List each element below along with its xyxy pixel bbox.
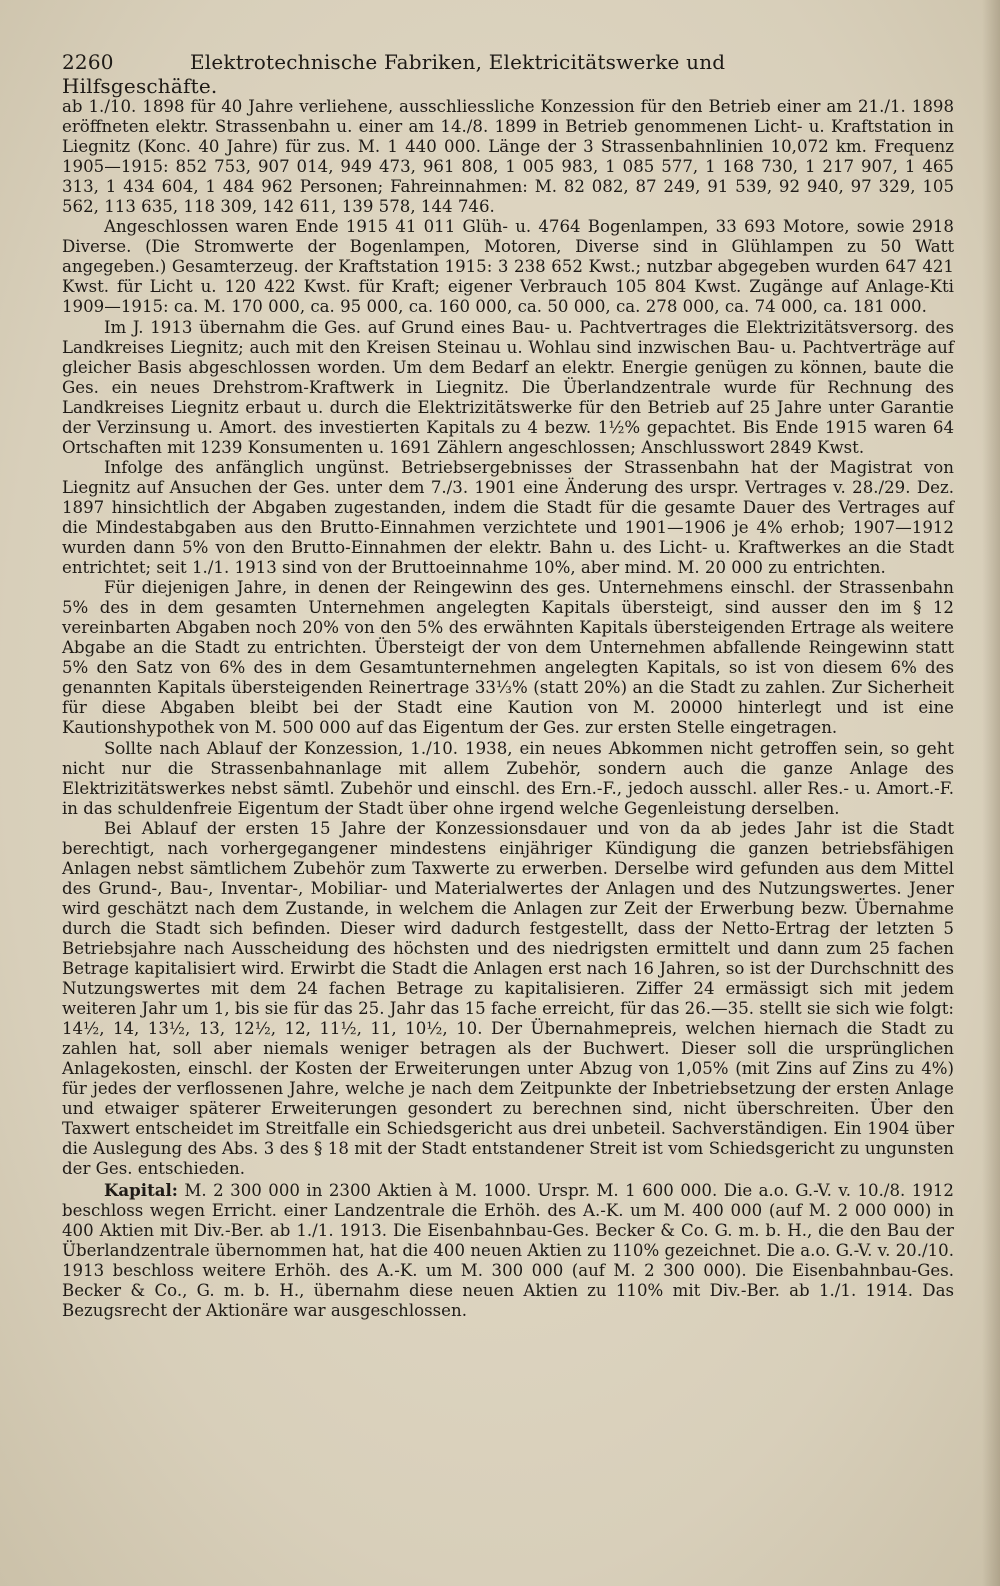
paragraph-fees: Infolge des anfänglich ungünst. Betriebsergebnisses der Strassenbahn hat der Magistrat von Liegnitz auf Ansuchen der Ges. unter dem 7./3. 1901 eine Änderung des urspr. Vertrages v. 28./29. Dez. 1897 hinsichtlich der Abgaben zugestanden, indem die Stadt für die gesamte Dauer des Vertrages auf die Mindestabgaben aus den Brutto-Einnahmen verzichtete und 1901—1906 je 4% erhob; 1907—1912 wurden dann 5% von den Brutto-Einnahmen der elektr. Bahn u. des Licht- u. Kraftwerkes an die Stadt entrichtet; seit 1./1. 1913 sind von der Bruttoeinnahme 10%, aber mind. M. 20 000 zu entrichten.	[62, 457, 954, 578]
page-edge-shadow	[982, 0, 1000, 1586]
page-number: 2260	[62, 50, 114, 74]
body-text	[62, 97, 954, 1321]
kapital-label: Kapital:	[104, 1179, 178, 1200]
paragraph-connections: Angeschlossen waren Ende 1915 41 011 Glüh- u. 4764 Bogenlampen, 33 693 Motore, sowie 2918 Diverse. (Die Stromwerte der Bogenlampen, Motoren, Diverse sind in Glühlampen zu 50 Watt angegeben.) Gesamterzeug. der Kraftstation 1915: 3 238 652 Kwst.; nutzbar abgegeben wurden 647 421 Kwst. für Licht u. 120 422 Kwst. für Kraft; eigener Verbrauch 105 804 Kwst. Zugänge auf Anlage-Kti 1909—1915: ca. M. 170 000, ca. 95 000, ca. 160 000, ca. 50 000, ca. 278 000, ca. 74 000, ca. 181 000.	[62, 217, 954, 317]
paragraph-concession: ab 1./10. 1898 für 40 Jahre verliehene, ausschliessliche Konzession für den Betrieb einer am 21./1. 1898 eröffneten elektr. Strassenbahn u. einer am 14./8. 1899 in Betrieb genommenen Licht- u. Kraftstation in Liegnitz (Konc. 40 Jahre) für zus. M. 1 440 000. Länge der 3 Strassenbahnlinien 10,072 km. Frequenz 1905—1915: 852 753, 907 014, 949 473, 961 808, 1 005 983, 1 085 577, 1 168 730, 1 217 907, 1 465 313, 1 434 604, 1 484 962 Personen; Fahreinnahmen: M. 82 082, 87 249, 91 539, 92 940, 97 329, 105 562, 113 635, 118 309, 142 611, 139 578, 144 746.	[62, 97, 954, 217]
paragraph-acquisition: Bei Ablauf der ersten 15 Jahre der Konzessionsdauer und von da ab jedes Jahr ist die Stadt berechtigt, nach vorhergegangener mindestens einjähriger Kündigung die ganzen betriebsfähigen Anlagen nebst sämtlichem Zubehör zum Taxwerte zu erwerben. Derselbe wird gefunden aus dem Mittel des Grund-, Bau-, Inventar-, Mobiliar- und Materialwertes der Anlagen und des Nutzungswertes. Jener wird geschätzt nach dem Zustande, in welchem die Anlagen zur Zeit der Erwerbung bezw. Übernahme durch die Stadt sich befinden. Dieser wird dadurch festgestellt, dass der Netto-Ertrag der letzten 5 Betriebsjahre nach Ausscheidung des höchsten und des niedrigsten ermittelt und dann zum 25 fachen Betrage kapitalisiert wird. Erwirbt die Stadt die Anlagen erst nach 16 Jahren, so ist der Durchschnitt des Nutzungswertes mit dem 24 fachen Betrage zu kapitalisieren. Ziffer 24 ermässigt sich mit jedem weiteren Jahr um 1, bis sie für das 25. Jahr das 15 fache erreicht, für das 26.—35. stellt sie sich wie folgt: 14½, 14, 13½, 13, 12½, 12, 11½, 11, 10½, 10. Der Übernahmepreis, welchen hiernach die Stadt zu zahlen hat, soll aber niemals weniger betragen als der Buchwert. Dieser soll die ursprünglichen Anlagekosten, einschl. der Kosten der Erweiterungen unter Abzug von 1,05% (mit Zins auf Zins zu 4%) für jedes der verflossenen Jahre, welche je nach dem Zeitpunkte der Inbetriebsetzung der ersten Anlage und etwaiger späterer Erweiterungen gesondert zu berechnen sind, nicht überschreiten. Über den Taxwert entscheidet im Streitfalle ein Schiedsgericht aus drei unbeteil. Sachverständigen. Ein 1904 über die Auslegung des Abs. 3 des § 18 mit der Stadt entstandener Streit ist vom Schiedsgericht zu ungunsten der Ges. entschieden.	[62, 818, 954, 1179]
page-header	[62, 50, 840, 98]
paragraph-profit-share: Für diejenigen Jahre, in denen der Reingewinn des ges. Unternehmens einschl. der Strassenbahn 5% des in dem gesamten Unternehmen angelegten Kapitals übersteigt, sind ausser den im § 12 vereinbarten Abgaben noch 20% von den 5% des erwähnten Kapitals übersteigenden Ertrage als weitere Abgabe an die Stadt zu entrichten. Übersteigt der von dem Unternehmen abfallende Reingewinn statt 5% den Satz von 6% des in dem Gesamtunternehmen angelegten Kapitals, so ist von diesem 6% des genannten Kapitals übersteigenden Reinertrage 33⅓% (statt 20%) an die Stadt zu zahlen. Zur Sicherheit für diese Abgaben bleibt bei der Stadt eine Kaution von M. 20000 hinterlegt und ist eine Kautionshypothek von M. 500 000 auf das Eigentum der Ges. zur ersten Stelle eingetragen.	[62, 578, 954, 738]
paragraph-kapital	[62, 1180, 954, 1321]
paragraph-overland-centre: Im J. 1913 übernahm die Ges. auf Grund eines Bau- u. Pachtvertrages die Elektrizitätsversorg. des Landkreises Liegnitz; auch mit den Kreisen Steinau u. Wohlau sind inzwischen Bau- u. Pachtverträge auf gleicher Basis abgeschlossen worden. Um dem Bedarf an elektr. Energie genügen zu können, baute die Ges. ein neues Drehstrom-Kraftwerk in Liegnitz. Die Überlandzentrale wurde für Rechnung des Landkreises Liegnitz erbaut u. durch die Elektrizitätswerke für den Betrieb auf 25 Jahre unter Garantie der Verzinsung u. Amort. des investierten Kapitals zu 4 bezw. 1½% gepachtet. Bis Ende 1915 waren 64 Ortschaften mit 1239 Konsumenten u. 1691 Zählern angeschlossen; Anschlusswort 2849 Kwst.	[62, 317, 954, 457]
running-title: Elektrotechnische Fabriken, Elektricitätswerke und Hilfsgeschäfte.	[62, 50, 726, 98]
kapital-text: M. 2 300 000 in 2300 Aktien à M. 1000. Urspr. M. 1 600 000. Die a.o. G.-V. v. 10./8. 1912 beschloss wegen Erricht. einer Landzentrale die Erhöh. des A.-K. um M. 400 000 (auf M. 2 000 000) in 400 Aktien mit Div.-Ber. ab 1./1. 1913. Die Eisenbahnbau-Ges. Becker & Co. G. m. b. H., die den Bau der Überlandzentrale übernommen hat, hat die 400 neuen Aktien zu 110% gezeichnet. Die a.o. G.-V. v. 20./10. 1913 beschloss weitere Erhöh. des A.-K. um M. 300 000 (auf M. 2 300 000). Die Eisenbahnbau-Ges. Becker & Co., G. m. b. H., übernahm diese neuen Aktien zu 110% mit Div.-Ber. ab 1./1. 1914. Das Bezugsrecht der Aktionäre war ausgeschlossen.	[62, 1180, 954, 1320]
paragraph-expiry: Sollte nach Ablauf der Konzession, 1./10. 1938, ein neues Abkommen nicht getroffen sein, so geht nicht nur die Strassenbahnanlage mit allem Zubehör, sondern auch die ganze Anlage des Elektrizitätswerkes nebst sämtl. Zubehör und einschl. des Ern.-F., jedoch ausschl. aller Res.- u. Amort.-F. in das schuldenfreie Eigentum der Stadt über ohne irgend welche Gegenleistung derselben.	[62, 738, 954, 818]
